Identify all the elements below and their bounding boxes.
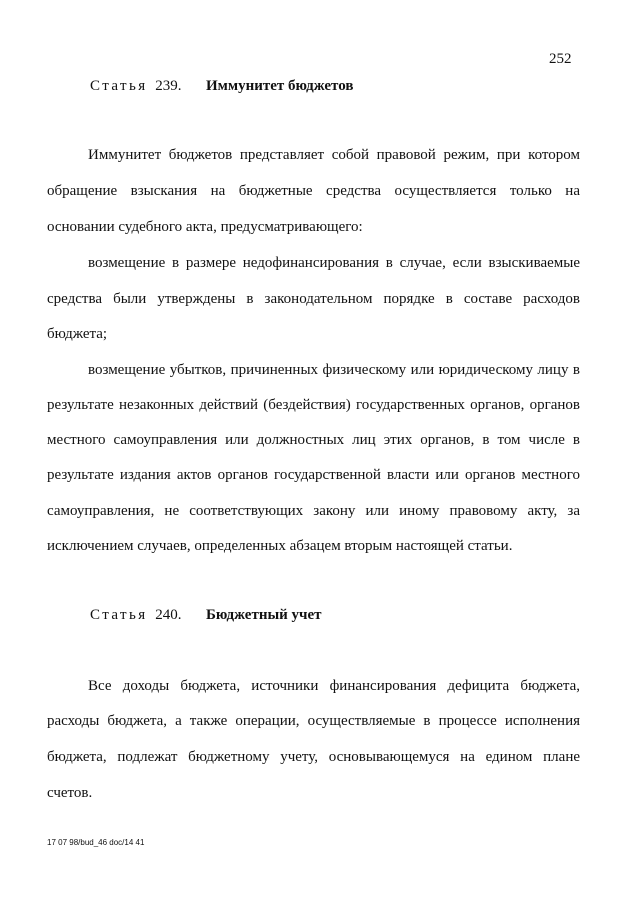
article-239-heading [90, 78, 354, 95]
text-line: возмещение в размере недофинансирования в случае, если взыскиваемые [88, 255, 580, 271]
article-title: Иммунитет бюджетов [206, 78, 354, 94]
text-line: Все доходы бюджета, источники финансирования дефицита бюджета, [88, 678, 580, 694]
article-title: Бюджетный учет [206, 607, 322, 623]
text-line: местного самоуправления или должностных лиц этих органов, в том числе в [47, 432, 580, 448]
text-line: расходы бюджета, а также операции, осуществляемые в процессе исполнения [47, 713, 580, 729]
text-line: исключением случаев, определенных абзацем вторым настоящей статьи. [47, 538, 513, 554]
article-label: Статья [90, 78, 148, 94]
article-number: 239. [155, 78, 182, 94]
text-line: бюджета; [47, 326, 108, 342]
article-number: 240. [155, 607, 182, 623]
text-line: бюджета, подлежат бюджетному учету, основывающемуся на едином плане [47, 749, 580, 765]
text-line: счетов. [47, 785, 93, 801]
text-line: возмещение убытков, причиненных физическому или юридическому лицу в [88, 362, 580, 378]
text-line: средства были утверждены в законодательном порядке в составе расходов [47, 291, 580, 307]
text-line: основании судебного акта, предусматривающего: [47, 219, 363, 235]
footer-file-reference: 17 07 98/bud_46 doc/14 41 [47, 838, 145, 847]
text-line: результате незаконных действий (бездействия) государственных органов, органов [47, 397, 580, 413]
text-line: результате издания актов органов государственной власти или органов местного [47, 467, 580, 483]
page-number: 252 [549, 51, 572, 67]
text-line: Иммунитет бюджетов представляет собой правовой режим, при котором [88, 147, 580, 163]
text-line: обращение взыскания на бюджетные средства осуществляется только на [47, 183, 580, 199]
article-240-heading [90, 607, 322, 624]
article-label: Статья [90, 607, 148, 623]
text-line: самоуправления, не соответствующих закону или иному правовому акту, за [47, 503, 580, 519]
